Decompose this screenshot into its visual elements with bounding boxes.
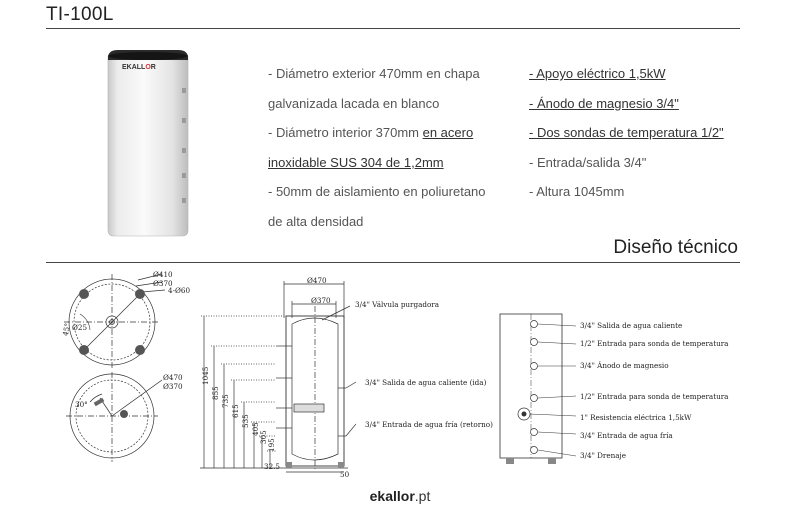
spec-left-text: de alta densidad [268,213,364,229]
top-view-outer-diameter: Ø410 [153,270,173,279]
section-view-drawing [196,276,356,476]
tank-brand-logo: EKALLOR [122,64,156,71]
section-width-outer: Ø470 [307,276,327,285]
section-height-dim: 305 [259,430,268,444]
section-divider [46,262,740,263]
side-view-label: 3/4" Salida de agua caliente [580,321,683,330]
spec-left-text: - 50mm de aislamiento en poliuretano [268,184,486,199]
spec-right-line: - Altura 1045mm [529,184,625,199]
spec-left-text: - Diámetro interior 370mm [268,125,423,140]
top-view-holes: 4-Ø60 [168,286,191,295]
specs-left [268,59,498,236]
bottom-view-angle: 30° [75,400,88,409]
spec-left-line [268,59,498,89]
title-divider [46,28,740,29]
top-view-drawing [50,270,200,370]
spec-left-line [268,177,498,207]
top-view-angle: 45° [60,322,72,337]
section-height-dim: 405 [251,422,260,436]
bottom-view-outer-diameter: Ø470 [163,373,183,382]
spec-right-line: - Apoyo eléctrico 1,5kW [529,66,666,81]
side-view-label: 3/4" Drenaje [580,451,627,460]
specs-right [529,59,769,207]
section-height-dim: 735 [221,394,230,408]
side-view-label: 1/2" Entrada para sonda de temperatura [580,339,729,348]
side-view-label: 3/4" Ánodo de magnesio [580,361,669,370]
bottom-view-inner-diameter: Ø370 [163,382,183,391]
spec-right-line: - Dos sondas de temperatura 1/2" [529,125,724,140]
section-height-dim: 615 [231,404,240,418]
spec-left-line [268,89,498,119]
top-view-small-diameter: Ø25 [72,323,88,332]
section-height-dim: 855 [211,386,220,400]
section-label-cold-in: 3/4" Entrada de agua fría (retorno) [365,420,493,429]
page-title: TI-100L [46,4,114,25]
side-view-label: 3/4" Entrada de agua fría [580,431,673,440]
section-width-inner: Ø370 [311,296,331,305]
spec-left-text: galvanizada lacada en blanco [268,95,440,111]
side-view-drawing [496,310,576,470]
side-view-label: 1" Resistencia eléctrica 1,5kW [580,413,692,422]
section-title: Diseño técnico [613,237,738,258]
spec-left-underlined: inoxidable SUS 304 de 1,2mm [268,154,444,170]
spec-left-underlined: en acero [422,125,474,140]
footer-brand: ekallor.pt [369,488,431,504]
section-label-purge-valve: 3/4" Válvula purgadora [355,300,440,309]
section-height-dim: 1045 [201,366,210,385]
section-height-dim: 535 [241,414,250,428]
spec-right-line: - Entrada/salida 3/4" [529,154,647,170]
side-view-label: 1/2" Entrada para sonda de temperatura [580,392,729,401]
tank-illustration [104,48,192,238]
section-label-hot-out: 3/4" Salida de agua caliente (ida) [365,378,487,387]
spec-left-text: - Diámetro exterior 470mm en chapa [268,66,480,81]
section-height-dim: 195 [267,438,276,452]
spec-left-line [268,207,498,237]
spec-right-line: - Ánodo de magnesio 3/4" [529,95,679,111]
section-bottom-dim-1: 32.5 [264,462,281,471]
spec-left-line [268,148,498,178]
spec-left-line [268,118,498,148]
section-bottom-dim-2: 50 [340,470,350,479]
top-view-inner-diameter: Ø370 [153,279,173,288]
